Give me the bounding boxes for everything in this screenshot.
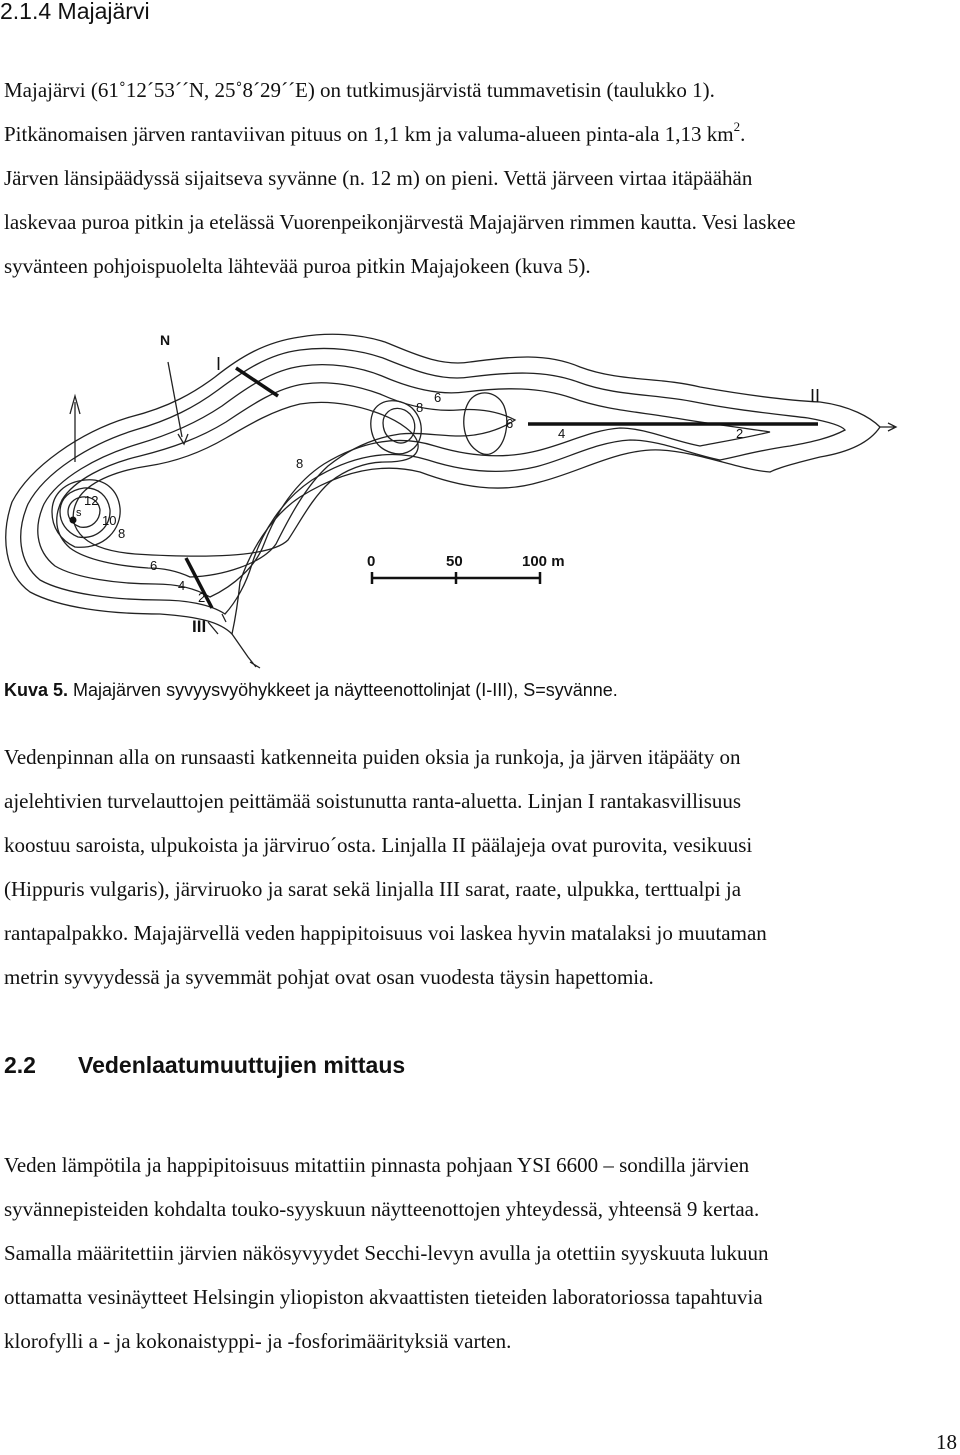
- paragraph-line: Veden lämpötila ja happipitoisuus mitattiin pinnasta pohjaan YSI 6600 – sondilla järvien: [4, 1153, 750, 1177]
- subsection-heading: 2.1.4 Majajärvi: [0, 0, 150, 24]
- caption-text: Majajärven syvyysvyöhykkeet ja näytteenottolinjat (I-III), S=syvänne.: [68, 680, 618, 700]
- paragraph-line-text: Pitkänomaisen järven rantaviivan pituus on 1,1 km ja valuma-alueen pinta-ala 1,13 km: [4, 122, 734, 146]
- stream-line: [880, 423, 896, 431]
- paragraph-3: [4, 1143, 769, 1363]
- section-heading: [4, 1052, 405, 1079]
- depth-label: 8: [296, 456, 304, 471]
- depth-contour: [464, 393, 507, 455]
- depth-label: 12: [84, 493, 99, 508]
- paragraph-line: (Hippuris vulgaris), järviruoko ja sarat sekä linjalla III sarat, raate, ulpukka, terttualpi ja: [4, 877, 742, 901]
- depth-label: 8: [416, 400, 424, 415]
- depth-label: 2: [736, 426, 744, 441]
- section-title: Vedenlaatumuuttujien mittaus: [78, 1052, 406, 1078]
- figure-caption: [4, 680, 618, 701]
- superscript: 2: [733, 119, 741, 134]
- north-label: N: [160, 332, 171, 348]
- paragraph-line: klorofylli a - ja kokonaistyppi- ja -fosforimäärityksiä varten.: [4, 1329, 512, 1353]
- depth-contour: [21, 348, 845, 614]
- paragraph-line: syvänteen pohjoispuolelta lähtevää puroa pitkin Majajokeen (kuva 5).: [4, 254, 591, 278]
- stream-line: [70, 396, 80, 462]
- transect-label-I: I: [216, 354, 222, 374]
- depth-contour: [38, 365, 770, 597]
- depth-label: 4: [178, 578, 186, 593]
- depth-label: 10: [102, 513, 117, 528]
- depth-label: 2: [198, 590, 206, 605]
- paragraph-line: [4, 112, 796, 156]
- paragraph-2: [4, 735, 767, 999]
- transect-label-II: II: [810, 386, 821, 406]
- stream-line: [232, 634, 260, 668]
- depth-label: 4: [558, 426, 566, 441]
- scale-label: 50: [446, 553, 463, 570]
- paragraph-line: ottamatta vesinäytteet Helsingin yliopiston akvaattisten tieteiden laboratoriossa tapahtuvia: [4, 1285, 763, 1309]
- depth-label: 6: [506, 416, 514, 431]
- deep-point-label: s: [76, 507, 82, 519]
- paragraph-line: ajelehtivien turvelauttojen peittämää soistunutta ranta-aluetta. Linjan I rantakasvillisuus: [4, 789, 742, 813]
- map-drawing: [0, 322, 960, 672]
- lake-depth-map: [0, 322, 960, 672]
- depth-label: 6: [150, 558, 158, 573]
- transect-label-III: III: [192, 617, 207, 636]
- depth-label: 6: [434, 390, 442, 405]
- paragraph-line: rantapalpakko. Majajärvellä veden happipitoisuus voi laskea hyvin matalaksi jo muutaman: [4, 921, 767, 945]
- paragraph-line: Samalla määritettiin järvien näkösyvyydet Secchi-levyn avulla ja otettiin syyskuuta lukuun: [4, 1241, 769, 1265]
- paragraph-1: [4, 68, 796, 288]
- paragraph-line: Järven länsipäädyssä sijaitseva syvänne (n. 12 m) on pieni. Vettä järveen virtaa itäpäähän: [4, 166, 753, 190]
- scale-label: 100 m: [522, 553, 565, 570]
- caption-label: Kuva 5.: [4, 680, 69, 700]
- paragraph-line: laskevaa puroa pitkin ja etelässä Vuorenpeikonjärvestä Majajärven rimmen kautta. Vesi laskee: [4, 210, 796, 234]
- line-tail: .: [740, 122, 746, 146]
- shoreline-contour: [6, 334, 880, 634]
- scale-label: 0: [367, 553, 376, 570]
- paragraph-line: Vedenpinnan alla on runsaasti katkenneita puiden oksia ja runkoja, ja järven itäpääty on: [4, 745, 741, 769]
- paragraph-line: syvännepisteiden kohdalta touko-syyskuun näytteenottojen yhteydessä, yhteensä 9 kertaa.: [4, 1197, 760, 1221]
- depth-label: 8: [118, 526, 126, 541]
- section-number: 2.2: [4, 1052, 36, 1078]
- paragraph-line: koostuu saroista, ulpukoista ja järviruo´osta. Linjalla II päälajeja ovat purovita, vesikuusi: [4, 833, 753, 857]
- depth-contour: [383, 408, 415, 443]
- paragraph-line: Majajärvi (61˚12´53´´N, 25˚8´29´´E) on tutkimusjärvistä tummavetisin (taulukko 1).: [4, 78, 715, 102]
- page-number: 18: [936, 1430, 957, 1454]
- paragraph-line: metrin syvyydessä ja syvemmät pohjat ovat osan vuodesta täysin hapettomia.: [4, 965, 654, 989]
